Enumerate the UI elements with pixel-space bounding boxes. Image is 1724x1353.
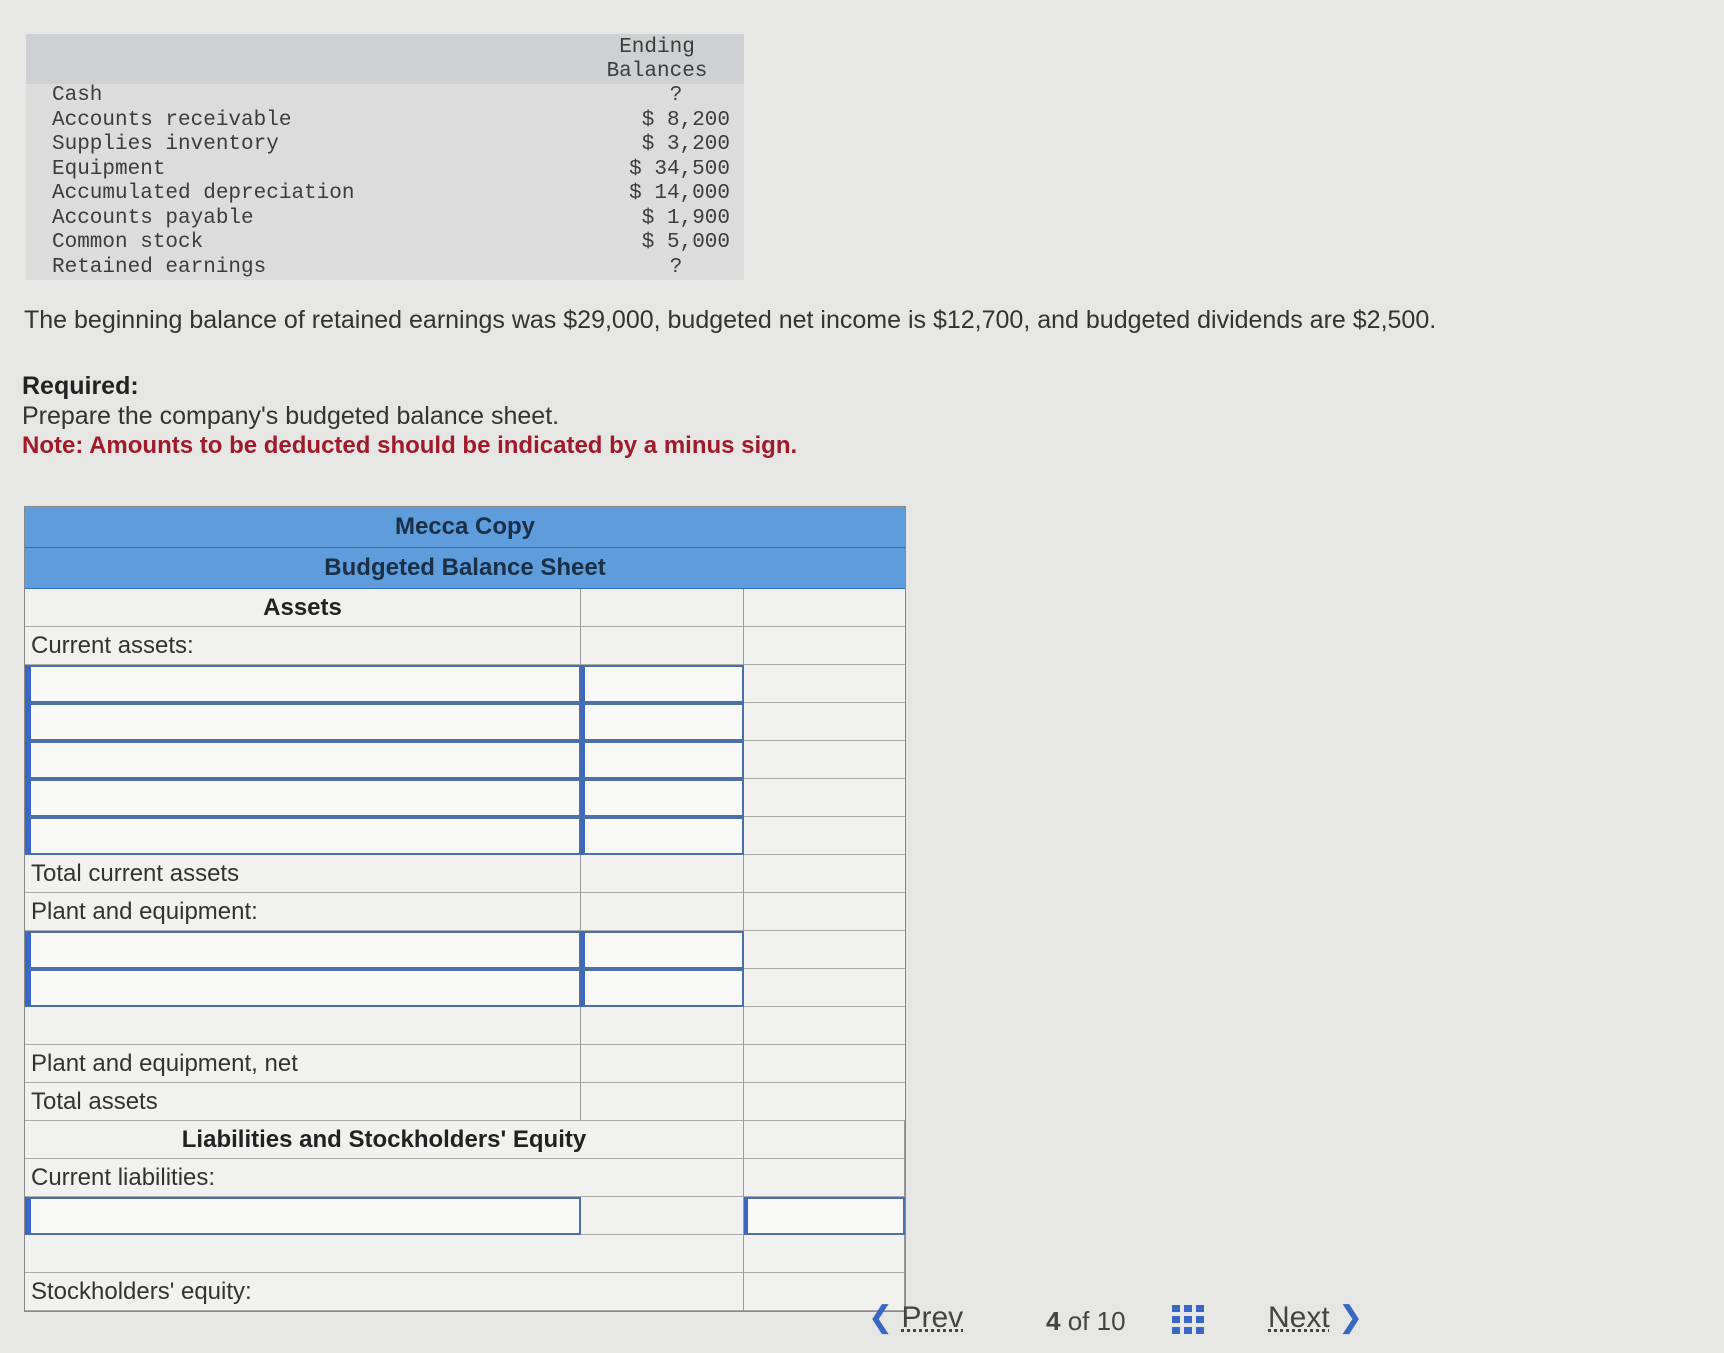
chevron-right-icon: ❯ bbox=[1338, 1301, 1364, 1334]
balance-row-label: Cash bbox=[52, 84, 103, 107]
note-text: Note: Amounts to be deducted should be indicated by a minus sign. bbox=[22, 432, 798, 459]
balance-row bbox=[52, 231, 744, 256]
current-assets-label: Current assets: bbox=[25, 627, 581, 665]
current-asset-label-input[interactable] bbox=[25, 779, 581, 817]
plant-amount-input[interactable] bbox=[581, 969, 744, 1007]
plant-amount-input[interactable] bbox=[581, 931, 744, 969]
blank-cell bbox=[581, 627, 744, 665]
blank-cell bbox=[744, 1007, 905, 1045]
plant-label-input[interactable] bbox=[25, 969, 581, 1007]
blank-cell bbox=[581, 855, 744, 893]
blank-cell bbox=[744, 969, 905, 1007]
blank-cell bbox=[744, 627, 905, 665]
balance-row-value: $ 5,000 bbox=[641, 231, 730, 254]
current-page: 4 bbox=[1046, 1306, 1061, 1336]
required-label: Required: bbox=[22, 372, 139, 400]
blank-cell bbox=[744, 1121, 905, 1159]
balance-row-value: $ 34,500 bbox=[629, 157, 730, 181]
plant-equipment-net-label: Plant and equipment, net bbox=[25, 1045, 581, 1083]
blank-cell bbox=[25, 1235, 581, 1273]
current-asset-amount-input[interactable] bbox=[581, 741, 744, 779]
balance-row-value: $ 8,200 bbox=[641, 108, 730, 132]
current-asset-amount-input[interactable] bbox=[581, 665, 744, 703]
current-asset-label-input[interactable] bbox=[25, 741, 581, 779]
total-assets-value bbox=[744, 1083, 905, 1121]
company-name: Mecca Copy bbox=[25, 507, 905, 548]
prev-label: Prev bbox=[901, 1301, 964, 1334]
balance-row-label: Accounts receivable bbox=[52, 108, 292, 132]
balance-row-value: $ 14,000 bbox=[629, 182, 730, 205]
blank-cell bbox=[581, 1197, 744, 1235]
next-label: Next bbox=[1268, 1301, 1330, 1334]
balance-row-value: ? bbox=[669, 84, 683, 107]
balance-row-value: $ 1,900 bbox=[641, 206, 730, 230]
blank-cell bbox=[744, 817, 905, 855]
blank-cell bbox=[581, 1083, 744, 1121]
balance-row bbox=[52, 109, 744, 134]
blank-cell bbox=[744, 703, 905, 741]
balance-row-label: Accounts payable bbox=[52, 206, 254, 230]
balance-row bbox=[52, 158, 744, 183]
blank-cell bbox=[581, 893, 744, 931]
current-asset-label-input[interactable] bbox=[25, 665, 581, 703]
balance-row bbox=[52, 84, 744, 109]
ending-balances-table bbox=[26, 34, 744, 280]
balance-row-label: Retained earnings bbox=[52, 255, 267, 279]
balance-row-label: Supplies inventory bbox=[52, 133, 279, 156]
blank-cell bbox=[581, 1159, 744, 1197]
plant-equipment-net-value bbox=[744, 1045, 905, 1083]
liability-amount-input[interactable] bbox=[744, 1197, 905, 1235]
blank-cell bbox=[581, 1045, 744, 1083]
current-liabilities-label: Current liabilities: bbox=[25, 1159, 581, 1197]
blank-cell bbox=[744, 1159, 905, 1197]
balance-row bbox=[52, 182, 744, 207]
current-asset-amount-input[interactable] bbox=[581, 817, 744, 855]
blank-cell bbox=[744, 893, 905, 931]
balance-row-label: Common stock bbox=[52, 231, 204, 254]
liability-label-input[interactable] bbox=[25, 1197, 581, 1235]
ending-balances-header bbox=[26, 34, 744, 84]
balance-row-value: ? bbox=[669, 255, 683, 279]
blank-cell bbox=[581, 589, 744, 627]
balance-row-label: Accumulated depreciation bbox=[52, 182, 355, 205]
chevron-left-icon: ❮ bbox=[868, 1301, 894, 1334]
current-asset-amount-input[interactable] bbox=[581, 779, 744, 817]
blank-cell bbox=[744, 665, 905, 703]
page-indicator bbox=[1046, 1306, 1126, 1337]
blank-cell bbox=[744, 779, 905, 817]
blank-cell bbox=[744, 589, 905, 627]
current-asset-amount-input[interactable] bbox=[581, 703, 744, 741]
current-asset-label-input[interactable] bbox=[25, 817, 581, 855]
blank-cell bbox=[581, 1273, 744, 1311]
blank-cell bbox=[744, 741, 905, 779]
current-asset-label-input[interactable] bbox=[25, 703, 581, 741]
blank-cell bbox=[744, 931, 905, 969]
balance-row bbox=[52, 207, 744, 232]
total-assets-label: Total assets bbox=[25, 1083, 581, 1121]
blank-cell bbox=[25, 1007, 581, 1045]
liabilities-equity-heading: Liabilities and Stockholders' Equity bbox=[25, 1121, 744, 1159]
grid-menu-icon[interactable] bbox=[1172, 1305, 1204, 1335]
total-current-assets-label: Total current assets bbox=[25, 855, 581, 893]
balance-sheet-form bbox=[24, 506, 906, 1312]
balance-row bbox=[52, 133, 744, 158]
page-of: of 10 bbox=[1067, 1306, 1126, 1336]
stockholders-equity-label: Stockholders' equity: bbox=[25, 1273, 581, 1311]
total-current-assets-value bbox=[744, 855, 905, 893]
problem-paragraph: The beginning balance of retained earnings was $29,000, budgeted net income is $12,700, and budgeted dividends are $2,500. bbox=[24, 306, 1437, 334]
next-button[interactable] bbox=[1268, 1300, 1363, 1335]
blank-cell bbox=[581, 1235, 744, 1273]
balance-row-value: $ 3,200 bbox=[641, 133, 730, 156]
plant-equipment-label: Plant and equipment: bbox=[25, 893, 581, 931]
blank-cell bbox=[744, 1235, 905, 1273]
balance-row bbox=[52, 256, 744, 281]
plant-label-input[interactable] bbox=[25, 931, 581, 969]
ending-balances-rows bbox=[26, 84, 744, 280]
ending-balances-label: Ending Balances bbox=[606, 36, 708, 83]
blank-cell bbox=[581, 1007, 744, 1045]
sheet-title: Budgeted Balance Sheet bbox=[324, 554, 606, 581]
required-text: Prepare the company's budgeted balance sheet. bbox=[22, 402, 560, 430]
balance-row-label: Equipment bbox=[52, 157, 166, 181]
assets-heading: Assets bbox=[25, 589, 581, 627]
prev-button[interactable] bbox=[868, 1300, 963, 1335]
